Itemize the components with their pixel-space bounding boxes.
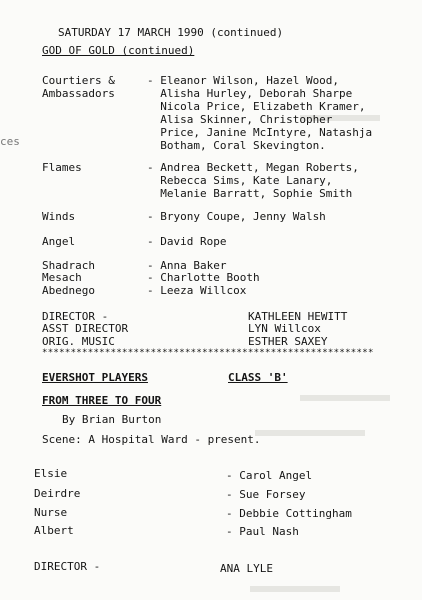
bleed-shadow <box>300 395 390 401</box>
credit-label: DIRECTOR - <box>42 310 109 323</box>
role-label: Mesach <box>42 271 82 284</box>
credit-name: ANA LYLE <box>220 562 273 575</box>
role-label: Albert <box>34 524 74 537</box>
cast-line: Botham, Coral Skevington. <box>147 139 326 152</box>
cast-line: - Charlotte Booth <box>147 271 260 284</box>
credit-name: ESTHER SAXEY <box>248 335 328 348</box>
cast-line: - David Rope <box>147 235 227 248</box>
role-label: Winds <box>42 210 76 223</box>
cast-line: - Leeza Willcox <box>147 284 247 297</box>
bleed-shadow <box>250 586 340 592</box>
credit-label: ASST DIRECTOR <box>42 322 129 335</box>
class-heading: CLASS 'B' <box>228 371 288 384</box>
play-author: By Brian Burton <box>62 413 162 426</box>
role-label: Courtiers & <box>42 74 115 87</box>
cast-line: Melanie Barratt, Sophie Smith <box>147 187 353 200</box>
date-heading: SATURDAY 17 MARCH 1990 (continued) <box>58 26 284 39</box>
cast-line: - Bryony Coupe, Jenny Walsh <box>147 210 326 223</box>
role-label: Ambassadors <box>42 87 115 100</box>
cast-line: - Andrea Beckett, Megan Roberts, <box>147 161 359 174</box>
section-heading: GOD OF GOLD (continued) <box>42 44 195 57</box>
cast-line: Rebecca Sims, Kate Lanary, <box>147 174 333 187</box>
cast-line: - Carol Angel <box>226 469 313 482</box>
cast-line: - Anna Baker <box>147 259 227 272</box>
credit-name: KATHLEEN HEWITT <box>248 310 348 323</box>
cast-line: - Eleanor Wilson, Hazel Wood, <box>147 74 340 87</box>
role-label: Elsie <box>34 467 68 480</box>
cast-line: - Paul Nash <box>226 525 299 538</box>
cast-line: Price, Janine McIntyre, Natashja <box>147 126 373 139</box>
credit-label: ORIG. MUSIC <box>42 335 115 348</box>
cast-line: Nicola Price, Elizabeth Kramer, <box>147 100 366 113</box>
cast-line: Alisa Skinner, Christopher <box>147 113 333 126</box>
role-label: Angel <box>42 235 76 248</box>
role-label: Flames <box>42 161 82 174</box>
role-label: Abednego <box>42 284 95 297</box>
bleed-fragment: ces <box>0 135 20 148</box>
play-scene: Scene: A Hospital Ward - present. <box>42 433 261 446</box>
play-title: FROM THREE TO FOUR <box>42 394 162 407</box>
credit-name: LYN Willcox <box>248 322 321 335</box>
separator-line: ********************************************************** <box>42 348 374 358</box>
company-heading: EVERSHOT PLAYERS <box>42 371 148 384</box>
cast-line: Alisha Hurley, Deborah Sharpe <box>147 87 353 100</box>
cast-line: - Debbie Cottingham <box>226 507 352 520</box>
bleed-shadow <box>255 430 365 436</box>
cast-line: - Sue Forsey <box>226 488 306 501</box>
credit-label: DIRECTOR - <box>34 560 101 573</box>
role-label: Nurse <box>34 506 68 519</box>
role-label: Deirdre <box>34 487 81 500</box>
role-label: Shadrach <box>42 259 95 272</box>
